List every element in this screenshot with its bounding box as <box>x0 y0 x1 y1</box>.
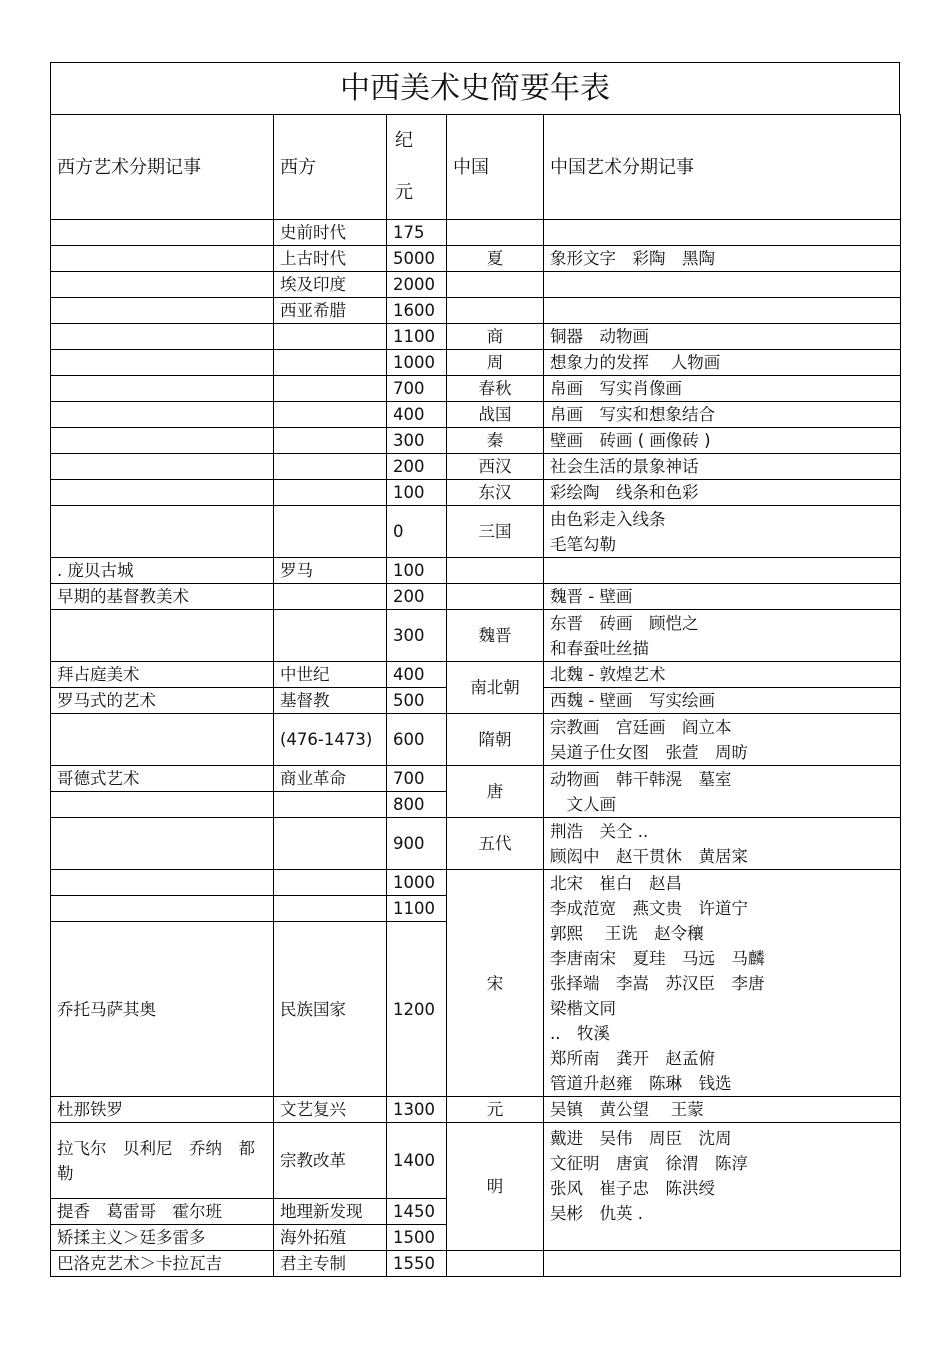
table-row <box>51 298 901 324</box>
cell-west <box>274 506 387 558</box>
cell-year: 1550 <box>387 1251 447 1277</box>
cell-year: 900 <box>387 818 447 870</box>
cell-year: 1000 <box>387 350 447 376</box>
cell-china: 战国 <box>447 402 544 428</box>
cell-west: 埃及印度 <box>274 272 387 298</box>
cell-china: 夏 <box>447 246 544 272</box>
cell-west-events: 拉飞尔 贝利尼 乔纳 都勒 <box>51 1123 274 1199</box>
cell-china: 南北朝 <box>447 662 544 714</box>
cell-china: 春秋 <box>447 376 544 402</box>
cell-china-events: 彩绘陶 线条和色彩 <box>544 480 901 506</box>
cell-china-events <box>544 766 901 818</box>
table-row <box>51 558 901 584</box>
cell-china: 秦 <box>447 428 544 454</box>
cell-west <box>274 428 387 454</box>
cell-west <box>274 792 387 818</box>
event-line: 梁楷文同 <box>550 999 616 1018</box>
event-line: 文人画 <box>550 794 616 814</box>
cell-china-events: 壁画 砖画 ( 画像砖 ) <box>544 428 901 454</box>
table-row <box>51 1097 901 1123</box>
event-line: 吴道子仕女图 张萱 周昉 <box>550 742 748 762</box>
cell-west-events: . 庞贝古城 <box>51 558 274 584</box>
cell-west-events: 提香 葛雷哥 霍尔班 <box>51 1199 274 1225</box>
cell-year: 1300 <box>387 1097 447 1123</box>
cell-china-events <box>544 870 901 1097</box>
table-row <box>51 662 901 688</box>
cell-china <box>447 558 544 584</box>
cell-china <box>447 584 544 610</box>
timeline-table <box>50 114 901 1277</box>
event-line: 李成范宽 燕文贵 许道宁 <box>550 899 748 918</box>
cell-west-events: 哥德式艺术 <box>51 766 274 792</box>
cell-west: 民族国家 <box>274 922 387 1097</box>
table-row <box>51 376 901 402</box>
event-line: 张择端 李嵩 苏汉臣 李唐 <box>550 974 765 993</box>
table-row <box>51 220 901 246</box>
cell-china-events: 想象力的发挥 人物画 <box>544 350 901 376</box>
cell-year: 1600 <box>387 298 447 324</box>
event-line: .. 牧溪 <box>550 1024 610 1043</box>
header-era-bottom: 元 <box>395 182 413 203</box>
page-title: 中西美术史简要年表 <box>50 62 900 115</box>
cell-west: 中世纪 <box>274 662 387 688</box>
cell-china: 宋 <box>447 870 544 1097</box>
cell-china-events: 铜器 动物画 <box>544 324 901 350</box>
event-line: 郑所南 龚开 赵孟俯 <box>550 1049 715 1068</box>
cell-west: 君主专制 <box>274 1251 387 1277</box>
event-line: 顾闳中 赵干贯休 黄居寀 <box>550 846 748 866</box>
table-row <box>51 1123 901 1199</box>
cell-west-events <box>51 480 274 506</box>
header-west-events: 西方艺术分期记事 <box>51 115 274 220</box>
cell-west-events <box>51 506 274 558</box>
cell-west <box>274 480 387 506</box>
cell-china-events <box>544 714 901 766</box>
cell-west <box>274 402 387 428</box>
cell-china <box>447 272 544 298</box>
cell-west-events <box>51 870 274 896</box>
cell-west: 上古时代 <box>274 246 387 272</box>
cell-west: (476-1473) <box>274 714 387 766</box>
cell-west <box>274 584 387 610</box>
cell-west <box>274 818 387 870</box>
table-row <box>51 272 901 298</box>
table-row <box>51 714 901 766</box>
cell-china: 西汉 <box>447 454 544 480</box>
cell-west <box>274 350 387 376</box>
event-line: 戴进 吴伟 周臣 沈周 <box>550 1129 732 1148</box>
event-line: 张风 崔子忠 陈洪绶 <box>550 1179 715 1198</box>
cell-west-events <box>51 792 274 818</box>
event-line: 东晋 砖画 顾恺之 <box>550 613 699 633</box>
cell-china: 周 <box>447 350 544 376</box>
cell-china <box>447 220 544 246</box>
table-row <box>51 584 901 610</box>
table-row <box>51 506 901 558</box>
table-row <box>51 350 901 376</box>
cell-west-events: 杜那铁罗 <box>51 1097 274 1123</box>
cell-west: 海外拓殖 <box>274 1225 387 1251</box>
table-row <box>51 428 901 454</box>
cell-year: 1200 <box>387 922 447 1097</box>
cell-year: 300 <box>387 610 447 662</box>
cell-west-events <box>51 818 274 870</box>
cell-china-events: 西魏 - 壁画 写实绘画 <box>544 688 901 714</box>
cell-year: 700 <box>387 376 447 402</box>
cell-china-events: 帛画 写实和想象结合 <box>544 402 901 428</box>
cell-west-events <box>51 428 274 454</box>
cell-west: 史前时代 <box>274 220 387 246</box>
event-line: 动物画 韩干韩滉 墓室 <box>550 769 732 789</box>
table-row <box>51 246 901 272</box>
event-line: 吴彬 仇英 . <box>550 1204 643 1223</box>
cell-year: 1450 <box>387 1199 447 1225</box>
cell-china: 商 <box>447 324 544 350</box>
cell-china-events <box>544 298 901 324</box>
cell-china-events: 吴镇 黄公望 王蒙 <box>544 1097 901 1123</box>
cell-west: 罗马 <box>274 558 387 584</box>
cell-west-events: 早期的基督教美术 <box>51 584 274 610</box>
cell-west-events: 乔托马萨其奥 <box>51 922 274 1097</box>
cell-west-events <box>51 402 274 428</box>
cell-china <box>447 1251 544 1277</box>
cell-west-events <box>51 350 274 376</box>
cell-china-events: 社会生活的景象神话 <box>544 454 901 480</box>
cell-west <box>274 324 387 350</box>
event-line: 宗教画 宫廷画 阎立本 <box>550 717 732 737</box>
cell-china-events <box>544 272 901 298</box>
cell-china-events <box>544 1251 901 1277</box>
cell-west <box>274 896 387 922</box>
cell-west-events <box>51 376 274 402</box>
table-row <box>51 870 901 896</box>
cell-year: 800 <box>387 792 447 818</box>
table-row <box>51 610 901 662</box>
cell-china-events <box>544 1123 901 1251</box>
cell-year: 5000 <box>387 246 447 272</box>
cell-west-events: 拜占庭美术 <box>51 662 274 688</box>
cell-year: 400 <box>387 662 447 688</box>
cell-china: 三国 <box>447 506 544 558</box>
cell-west-events <box>51 246 274 272</box>
cell-west: 基督教 <box>274 688 387 714</box>
cell-china: 元 <box>447 1097 544 1123</box>
cell-west-events <box>51 220 274 246</box>
cell-west <box>274 870 387 896</box>
cell-west-events <box>51 714 274 766</box>
table-row <box>51 480 901 506</box>
header-era-top: 纪 <box>395 130 413 151</box>
cell-west <box>274 376 387 402</box>
event-line: 文征明 唐寅 徐渭 陈淳 <box>550 1154 748 1173</box>
cell-year: 300 <box>387 428 447 454</box>
header-era <box>387 115 447 220</box>
cell-west: 西亚希腊 <box>274 298 387 324</box>
event-line: 北宋 崔白 赵昌 <box>550 874 682 893</box>
cell-china-events <box>544 610 901 662</box>
cell-west-events: 矫揉主义＞廷多雷多 <box>51 1225 274 1251</box>
cell-china-events: 帛画 写实肖像画 <box>544 376 901 402</box>
event-line: 李唐南宋 夏珪 马远 马麟 <box>550 949 765 968</box>
cell-china: 五代 <box>447 818 544 870</box>
cell-year: 1000 <box>387 870 447 896</box>
event-line: 荆浩 关仝 .. <box>550 821 649 841</box>
cell-west: 商业革命 <box>274 766 387 792</box>
cell-china-events: 北魏 - 敦煌艺术 <box>544 662 901 688</box>
cell-china <box>447 298 544 324</box>
cell-china: 唐 <box>447 766 544 818</box>
header-china-events: 中国艺术分期记事 <box>544 115 901 220</box>
header-row <box>51 115 901 220</box>
cell-year: 200 <box>387 584 447 610</box>
cell-west-events <box>51 298 274 324</box>
cell-china-events <box>544 818 901 870</box>
cell-china: 明 <box>447 1123 544 1251</box>
cell-china-events <box>544 220 901 246</box>
table-row <box>51 402 901 428</box>
cell-west-events: 巴洛克艺术＞卡拉瓦吉 <box>51 1251 274 1277</box>
cell-year: 200 <box>387 454 447 480</box>
cell-china: 魏晋 <box>447 610 544 662</box>
event-line: 和春蚕吐丝描 <box>550 638 649 658</box>
table-row <box>51 324 901 350</box>
cell-china-events <box>544 506 901 558</box>
event-line: 管道升赵雍 陈琳 钱选 <box>550 1074 732 1093</box>
cell-year: 2000 <box>387 272 447 298</box>
cell-year: 1500 <box>387 1225 447 1251</box>
header-china: 中国 <box>447 115 544 220</box>
cell-china: 东汉 <box>447 480 544 506</box>
cell-china-events <box>544 558 901 584</box>
cell-west: 文艺复兴 <box>274 1097 387 1123</box>
table-row <box>51 1251 901 1277</box>
header-west: 西方 <box>274 115 387 220</box>
cell-china-events: 象形文字 彩陶 黑陶 <box>544 246 901 272</box>
event-line: 郭熙 王诜 赵令穰 <box>550 924 704 943</box>
cell-year: 400 <box>387 402 447 428</box>
cell-west: 地理新发现 <box>274 1199 387 1225</box>
cell-west-events <box>51 272 274 298</box>
cell-china-events: 魏晋 - 壁画 <box>544 584 901 610</box>
cell-year: 500 <box>387 688 447 714</box>
cell-year: 1100 <box>387 896 447 922</box>
event-line: 毛笔勾勒 <box>550 534 616 554</box>
cell-west-events <box>51 896 274 922</box>
table-row <box>51 818 901 870</box>
cell-year: 1400 <box>387 1123 447 1199</box>
cell-west <box>274 610 387 662</box>
cell-west <box>274 454 387 480</box>
table-row <box>51 766 901 792</box>
cell-year: 700 <box>387 766 447 792</box>
cell-west-events: 罗马式的艺术 <box>51 688 274 714</box>
cell-china: 隋朝 <box>447 714 544 766</box>
cell-year: 0 <box>387 506 447 558</box>
cell-west-events <box>51 610 274 662</box>
cell-year: 100 <box>387 558 447 584</box>
cell-year: 600 <box>387 714 447 766</box>
event-line: 由色彩走入线条 <box>550 509 666 529</box>
cell-west: 宗教改革 <box>274 1123 387 1199</box>
cell-year: 175 <box>387 220 447 246</box>
table-row <box>51 454 901 480</box>
cell-west-events <box>51 324 274 350</box>
cell-year: 100 <box>387 480 447 506</box>
cell-west-events <box>51 454 274 480</box>
cell-year: 1100 <box>387 324 447 350</box>
